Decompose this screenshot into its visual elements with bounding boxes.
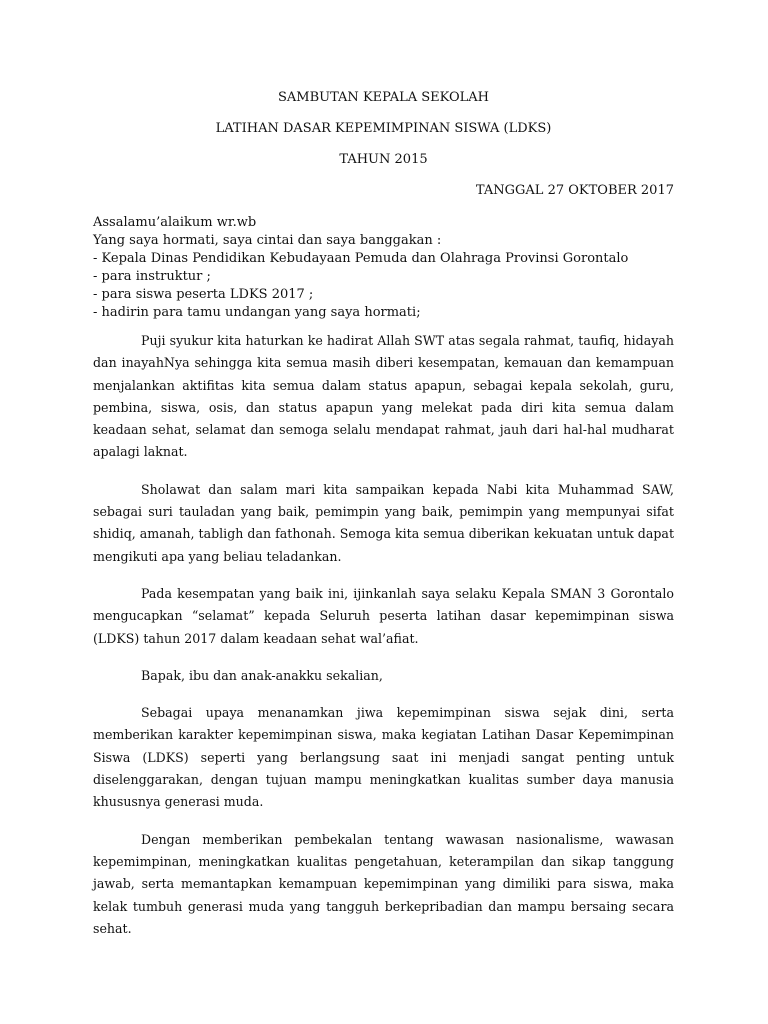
paragraph: Sebagai upaya menanamkan jiwa kepemimpinan siswa sejak dini, serta memberikan karakter kepemimpinan siswa, maka kegiatan Latihan Dasar Kepemimpinan Siswa (LDKS) seperti yang berlangsung saat ini menjadi sangat penting untuk diselenggarakan, dengan tujuan mampu meningkatkan kualitas sumber daya manusia khususnya generasi muda. <box>93 705 674 810</box>
greeting-address: Yang saya hormati, saya cintai dan saya banggakan : <box>93 233 442 248</box>
paragraph: Sholawat dan salam mari kita sampaikan kepada Nabi kita Muhammad SAW, sebagai suri tauladan yang baik, pemimpin yang baik, pemimpin yang mempunyai sifat shidiq, amanah, tabligh dan fathonah. Semoga kita semua diberikan kekuatan untuk dapat mengikuti apa yang beliau teladankan. <box>93 481 674 564</box>
recipient-item: - para siswa peserta LDKS 2017 ; <box>93 287 314 302</box>
paragraph: Dengan memberikan pembekalan tentang wawasan nasionalisme, wawasan kepemimpinan, meningkatkan kualitas pengetahuan, keterampilan dan sikap tanggung jawab, serta memantapkan kemampuan kepemimpinan yang dimiliki para siswa, maka kelak tumbuh generasi muda yang tangguh berkepribadian dan mampu bersaing secara sehat. <box>93 831 674 936</box>
document-subtitle: LATIHAN DASAR KEPEMIMPINAN SISWA (LDKS) <box>215 121 552 136</box>
paragraph: Puji syukur kita haturkan ke hadirat Allah SWT atas segala rahmat, taufiq, hidayah dan inayahNya sehingga kita semua masih diberi kesempatan, kemauan dan kemampuan menjalankan aktifitas kita semua dalam status apapun, sebagai kepala sekolah, guru, pembina, siswa, osis, dan status apapun yang melekat pada diri kita semua dalam keadaan sehat, selamat dan semoga selalu mendapat rahmat, jauh dari hal-hal mudharat apalagi laknat. <box>93 333 674 460</box>
paragraph: Pada kesempatan yang baik ini, ijinkanlah saya selaku Kepala SMAN 3 Gorontalo mengucapkan “selamat” kepada Seluruh peserta latihan dasar kepemimpinan siswa (LDKS) tahun 2017 dalam keadaan sehat wal’afiat. <box>93 585 674 646</box>
paragraph: Bapak, ibu dan anak-anakku sekalian, <box>141 667 383 683</box>
recipient-item: - para instruktur ; <box>93 269 211 284</box>
recipient-item: - Kepala Dinas Pendidikan Kebudayaan Pemuda dan Olahraga Provinsi Gorontalo <box>93 251 629 266</box>
greeting-opening: Assalamu’alaikum wr.wb <box>93 215 257 230</box>
document-year: TAHUN 2015 <box>339 152 428 167</box>
document-title: SAMBUTAN KEPALA SEKOLAH <box>277 90 490 105</box>
recipient-item: - hadirin para tamu undangan yang saya hormati; <box>93 305 421 320</box>
speech-body <box>93 330 674 955</box>
greeting-block <box>93 214 674 322</box>
document-page <box>93 0 674 1024</box>
document-date: TANGGAL 27 OKTOBER 2017 <box>475 183 674 198</box>
